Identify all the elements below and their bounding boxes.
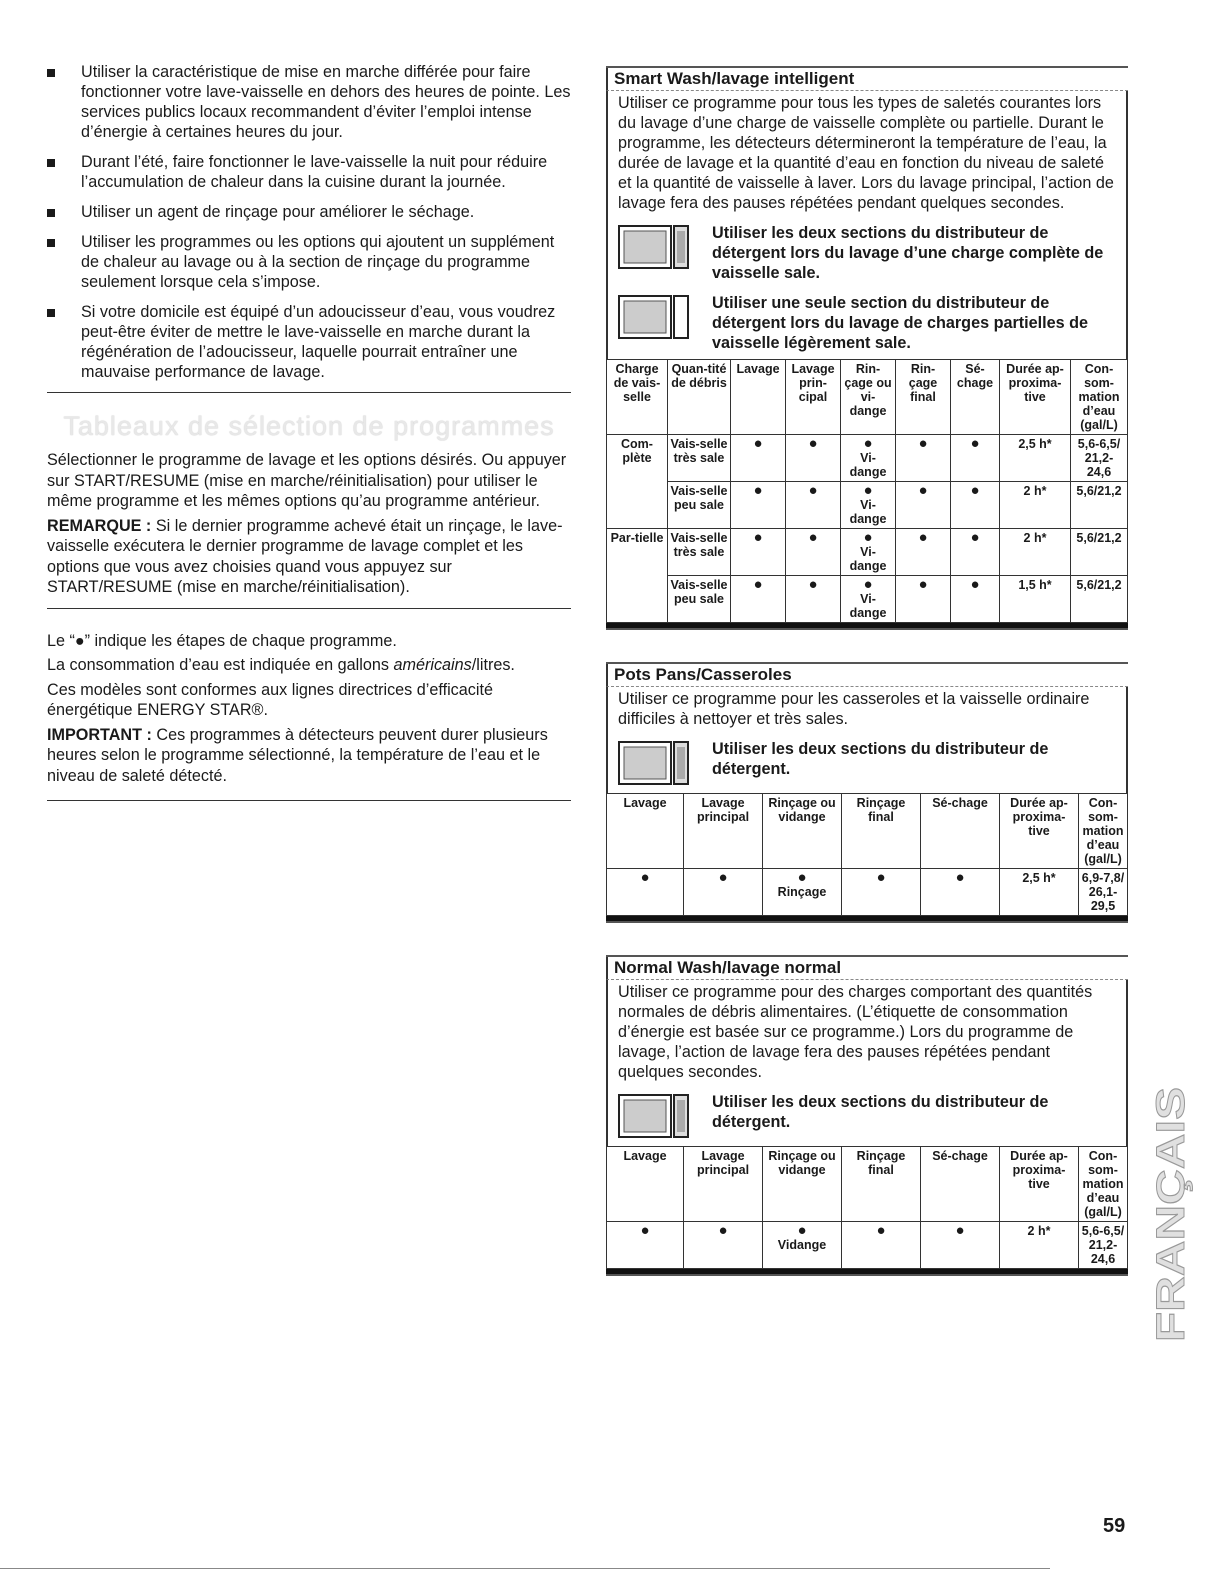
column-header: Con-som-mation d’eau (gal/L) (1079, 794, 1128, 869)
step-dot: ● (731, 482, 786, 529)
water-suffix: /litres. (471, 656, 515, 674)
table-header-row (607, 360, 1128, 435)
table-row (607, 482, 1128, 529)
important-paragraph (47, 725, 571, 787)
dispenser-partial-icon (618, 293, 692, 341)
note-label: REMARQUE : (47, 516, 152, 535)
bullet-square-icon (47, 309, 55, 317)
table-cell-sub: Vi-dange (849, 451, 887, 479)
column-header: Lavage (731, 360, 786, 435)
step-dot: ● (797, 869, 807, 886)
table-cell: Par-tielle (607, 529, 668, 623)
table-row (607, 869, 1128, 916)
note-paragraph (47, 516, 571, 598)
detergent-instruction (618, 739, 1116, 787)
column-header: Con-som-mation d’eau (gal/L) (1079, 1147, 1128, 1222)
step-dot: ● (786, 435, 841, 482)
table-cell: Vais-selle peu sale (668, 576, 731, 623)
pots-pans-title: Pots Pans/Casseroles (606, 664, 1128, 687)
side-language-text: FRANÇAIS (1149, 1135, 1193, 1342)
table-cell: 2,5 h* (1000, 435, 1071, 482)
table-header-row (607, 794, 1128, 869)
step-dot: ● (684, 1222, 763, 1269)
table-cell: 2 h* (1000, 529, 1071, 576)
table-cell: Vais-selle très sale (668, 529, 731, 576)
column-header: Rinçage ou vidange (763, 1147, 842, 1222)
smart-wash-table (606, 359, 1128, 623)
step-dot: ● (951, 576, 1000, 623)
column-header: Durée ap-proxima-tive (1000, 794, 1079, 869)
step-dot: ● (863, 529, 873, 546)
column-header: Lavage principal (684, 1147, 763, 1222)
table-cell: 5,6-6,5/ 21,2-24,6 (1079, 1222, 1128, 1269)
list-item-text: Si votre domicile est équipé d’un adoucisseur d’eau, vous voudrez peut-être éviter de mettre le lave-vaisselle en marche durant la régénération de l’adoucisseur, laquelle pourrait entraîner une mauvaise performance de lavage. (81, 303, 556, 381)
step-dot: ● (786, 576, 841, 623)
column-header: Lavage prin-cipal (786, 360, 841, 435)
step-dot: ● (842, 869, 921, 916)
table-cell (841, 576, 896, 623)
section-title: Tableaux de sélection de programmes (63, 411, 555, 441)
right-column (606, 66, 1128, 1276)
step-dot: ● (842, 1222, 921, 1269)
step-dot: ● (731, 435, 786, 482)
table-cell: 2 h* (1000, 482, 1071, 529)
list-item-text: Utiliser la caractéristique de mise en marche différée pour faire fonctionner votre lave-vaisselle en dehors des heures de pointe. Les services publics locaux recommandent d’éviter l’emploi intense d’énergie à certaines heures du jour. (81, 63, 571, 141)
column-header: Charge de vais-selle (607, 360, 668, 435)
detergent-full-text: Utiliser les deux sections du distributeur de détergent lors du lavage d’une charge complète de vaisselle sale. (712, 224, 1104, 282)
detergent-instruction (618, 293, 1116, 353)
step-dot: ● (951, 529, 1000, 576)
note-text: Si le dernier programme achevé était un rinçage, le lave-vaisselle exécutera le dernier programme de lavage complet et les options que vous avez choisies quand vous appuyez sur START/RESUME (mise en marche/réinitialisation). (47, 516, 563, 596)
step-dot: ● (607, 1222, 684, 1269)
list-item (47, 302, 571, 382)
table-cell: 2,5 h* (1000, 869, 1079, 916)
list-item (47, 152, 571, 192)
column-header: Durée ap-proxima-tive (1000, 1147, 1079, 1222)
column-header: Rin-çage ou vi-dange (841, 360, 896, 435)
column-header: Durée ap-proxima-tive (1000, 360, 1071, 435)
column-header: Rinçage final (842, 794, 921, 869)
intro-paragraph: Sélectionner le programme de lavage et les options désirés. Ou appuyer sur START/RESUME (mise en marche/réinitialisation) pour utiliser le même programme et les mêmes options qu’au programme antérieur. (47, 451, 567, 510)
column-header: Sé-chage (921, 794, 1000, 869)
table-row (607, 529, 1128, 576)
dispenser-full-icon (618, 739, 692, 787)
detergent-full-text: Utiliser les deux sections du distributeur de détergent. (712, 1093, 1049, 1131)
step-dot: ● (951, 482, 1000, 529)
table-cell (841, 529, 896, 576)
table-cell: 5,6/21,2 (1071, 529, 1128, 576)
step-dot: ● (863, 576, 873, 593)
column-header: Rin-çage final (896, 360, 951, 435)
table-row (607, 576, 1128, 623)
pots-pans-description: Utiliser ce programme pour les casseroles et la vaisselle ordinaire difficiles à nettoyer et très sales. (618, 690, 1090, 728)
list-item (47, 62, 571, 142)
step-dot: ● (896, 529, 951, 576)
table-cell-sub: Vi-dange (849, 498, 887, 526)
step-dot: ● (863, 482, 873, 499)
divider (47, 800, 571, 801)
column-header: Sé-chage (921, 1147, 1000, 1222)
dispenser-full-icon (618, 223, 692, 271)
column-header: Lavage principal (684, 794, 763, 869)
table-cell: 5,6-6,5/ 21,2-24,6 (1071, 435, 1128, 482)
table-cell: 5,6/21,2 (1071, 576, 1128, 623)
bullet-square-icon (47, 209, 55, 217)
table-row (607, 1222, 1128, 1269)
list-item-text: Utiliser les programmes ou les options qui ajoutent un supplément de chaleur au lavage ou à la section de rinçage du programme seulement lorsque cela s’impose. (81, 233, 555, 291)
left-column (47, 62, 571, 801)
table-cell-sub: Rinçage (777, 885, 827, 899)
important-label: IMPORTANT : (47, 725, 152, 744)
bullet-square-icon (47, 159, 55, 167)
smart-wash-body (606, 91, 1128, 359)
step-dot: ● (786, 482, 841, 529)
important-text: Ces programmes à détecteurs peuvent durer plusieurs heures selon le programme sélectionné, la température de l’eau et le niveau de saleté détecté. (47, 725, 548, 785)
table-row (607, 435, 1128, 482)
detergent-full-text: Utiliser les deux sections du distributeur de détergent. (712, 740, 1049, 778)
energy-tips-list (47, 62, 571, 382)
list-item (47, 232, 571, 292)
table-cell: Com-plète (607, 435, 668, 529)
step-dot: ● (786, 529, 841, 576)
normal-wash-box (606, 955, 1128, 1276)
bullet-square-icon (47, 239, 55, 247)
step-dot: ● (951, 435, 1000, 482)
table-cell: 6,9-7,8/ 26,1-29,5 (1079, 869, 1128, 916)
table-cell-sub: Vi-dange (849, 592, 887, 620)
table-cell (841, 482, 896, 529)
step-dot: ● (684, 869, 763, 916)
footer-rule (0, 1568, 1050, 1569)
smart-wash-title: Smart Wash/lavage intelligent (606, 68, 1128, 91)
water-paragraph (47, 655, 571, 676)
table-cell (763, 869, 842, 916)
detergent-partial-text: Utiliser une seule section du distributeur de détergent lors du lavage de charges partielles de vaisselle légèrement sale. (712, 294, 1089, 352)
step-dot: ● (797, 1222, 807, 1239)
smart-wash-box (606, 66, 1128, 630)
side-language-tab (1142, 1080, 1202, 1350)
step-dot: ● (921, 869, 1000, 916)
detergent-instruction (618, 223, 1116, 283)
column-header: Sé-chage (951, 360, 1000, 435)
table-cell (763, 1222, 842, 1269)
detergent-instruction (618, 1092, 1116, 1140)
column-header: Con-som-mation d’eau (gal/L) (1071, 360, 1128, 435)
legend-paragraph: Le “●” indique les étapes de chaque programme. (47, 631, 397, 650)
pots-pans-body (606, 687, 1128, 793)
pots-pans-table (606, 793, 1128, 916)
table-bottom-bar (606, 1269, 1128, 1274)
pots-pans-box (606, 662, 1128, 923)
water-italic: américains (393, 656, 472, 674)
water-prefix: La consommation d’eau est indiquée en gallons (47, 656, 394, 674)
smart-wash-description: Utiliser ce programme pour tous les types de saletés courantes lors du lavage d’une charge de vaisselle complète ou partielle. Durant le programme, les détecteurs détermineront la température de l’eau, la durée de lavage et la quantité d’eau en fonction du niveau de saleté et la quantité de vaisselle à laver. Lors du lavage principal, l’action de lavage fera des pauses répétées pendant quelques secondes. (618, 94, 1114, 212)
table-cell: Vais-selle peu sale (668, 482, 731, 529)
table-bottom-bar (606, 916, 1128, 921)
table-cell: Vais-selle très sale (668, 435, 731, 482)
table-cell: 1,5 h* (1000, 576, 1071, 623)
list-item (47, 202, 571, 222)
step-dot: ● (607, 869, 684, 916)
step-dot: ● (896, 482, 951, 529)
table-cell (841, 435, 896, 482)
table-cell-sub: Vi-dange (849, 545, 887, 573)
table-cell: 2 h* (1000, 1222, 1079, 1269)
list-item-text: Durant l’été, faire fonctionner le lave-vaisselle la nuit pour réduire l’accumulation de chaleur dans la cuisine durant la journée. (81, 153, 548, 191)
normal-wash-table (606, 1146, 1128, 1269)
column-header: Lavage (607, 794, 684, 869)
column-header: Rinçage final (842, 1147, 921, 1222)
step-dot: ● (863, 435, 873, 452)
normal-wash-description: Utiliser ce programme pour des charges comportant des quantités normales de débris alimentaires. (L’étiquette de consommation d’énergie est basée sur ce programme.) Lors du programme de lavage, l’action de lavage fera des pauses répétées pendant quelques secondes. (618, 983, 1093, 1081)
step-dot: ● (921, 1222, 1000, 1269)
table-cell: 5,6/21,2 (1071, 482, 1128, 529)
dispenser-full-icon (618, 1092, 692, 1140)
column-header: Quan-tité de débris (668, 360, 731, 435)
column-header: Rinçage ou vidange (763, 794, 842, 869)
table-cell-sub: Vidange (777, 1238, 827, 1252)
table-bottom-bar (606, 623, 1128, 628)
step-dot: ● (896, 576, 951, 623)
normal-wash-title: Normal Wash/lavage normal (606, 957, 1128, 980)
list-item-text: Utiliser un agent de rinçage pour améliorer le séchage. (81, 203, 475, 221)
energy-star-paragraph: Ces modèles sont conformes aux lignes directrices d’efficacité énergétique ENERGY STAR®. (47, 680, 493, 719)
divider (47, 392, 571, 393)
column-header: Lavage (607, 1147, 684, 1222)
bullet-square-icon (47, 69, 55, 77)
step-dot: ● (731, 529, 786, 576)
step-dot: ● (731, 576, 786, 623)
page-number: 59 (1103, 1515, 1126, 1537)
normal-wash-body (606, 980, 1128, 1146)
step-dot: ● (896, 435, 951, 482)
table-header-row (607, 1147, 1128, 1222)
